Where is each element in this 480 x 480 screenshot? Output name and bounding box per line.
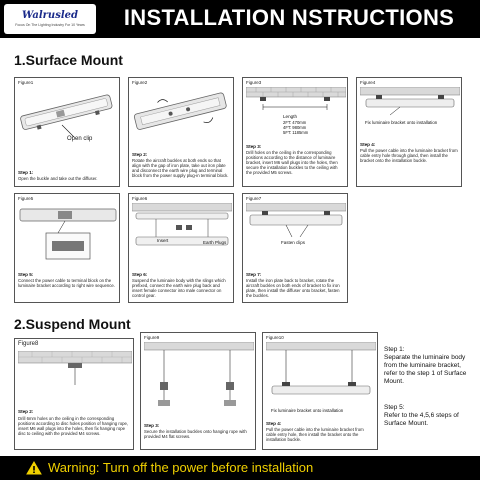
insert-callout: Insert xyxy=(157,238,169,243)
step-label: Step 1: xyxy=(18,170,34,175)
fasten-clips-illustration xyxy=(246,203,346,267)
step-label: Step 3: xyxy=(246,144,262,149)
warning-text: Warning: Turn off the power before installation xyxy=(48,460,314,475)
figure-label: Figure5 xyxy=(18,196,34,201)
step-label: Step 6: xyxy=(132,272,148,277)
step-label: Step 2: xyxy=(18,409,34,414)
warning-icon xyxy=(26,461,42,475)
open-clip-callout: Open clip xyxy=(67,136,93,142)
fasten-clips-callout: Fasten clips xyxy=(281,240,306,245)
step-label: Step 5: xyxy=(18,272,34,277)
step-text: Pull the power cable into the luminaire bracket from cable entry hole, then install the bracket onto the installation buckle. xyxy=(266,427,364,442)
figure-label: Figure6 xyxy=(132,196,148,201)
figure-10-panel xyxy=(262,332,378,450)
step-text: Rotate the aircraft buckles at both ends so that align with the gap of iron plate, take out iron plate and disconnect the earth wire plug and terminal block from the power supply plug-in terminal block. xyxy=(132,158,229,178)
length-5ft: 5FT: 1185mm xyxy=(283,130,309,135)
brand-logo xyxy=(4,4,96,34)
length-4ft: 4FT: 980mm xyxy=(283,125,307,130)
page-title: INSTALLATION NSTRUCTIONS xyxy=(123,5,455,30)
figure-4-panel xyxy=(356,77,462,187)
step-text: Secure the installation buckles onto hanging rope with provided M4 flat screws. xyxy=(144,429,247,439)
figure-label: Figure1 xyxy=(18,80,34,85)
figure-label: Figure8 xyxy=(18,341,39,347)
figure-6-panel xyxy=(128,193,234,303)
step-text: Install the iron plate back to bracket, rotate the aircraft buckles on both ends of bracket to fix iron plate, then install the diffuser onto bracket, fasten the buckles. xyxy=(246,278,340,298)
step-label: Step 4: xyxy=(360,142,376,147)
side-step-label: Step 1: xyxy=(384,346,405,353)
step-label: Step 2: xyxy=(132,152,148,157)
figure-label: Figure9 xyxy=(144,335,160,340)
figure-label: Figure7 xyxy=(246,196,262,201)
step-text: Connect the power cable to terminal block on the luminaire bracket according to right wire sequence. xyxy=(18,278,115,288)
figure-label: Figure3 xyxy=(246,80,262,85)
figure-3-panel xyxy=(242,77,348,187)
side-step-5 xyxy=(384,404,476,428)
step-label: Step 3: xyxy=(144,423,160,428)
figure-2-panel xyxy=(128,77,234,187)
side-step-1 xyxy=(384,346,476,386)
surface-mount-heading: 1.Surface Mount xyxy=(14,52,123,68)
logo-tagline: Focus On The Lighting Industry For 10 Years xyxy=(15,23,85,27)
side-step-text: Separate the luminaire body from the luminaire bracket, refer to the step 1 of Surface Mount. xyxy=(384,354,467,385)
logo-name: Walrusled xyxy=(22,10,78,21)
suspend-bracket-illustration xyxy=(266,342,376,406)
step-text: Drill 6mm holes on the ceiling in the corresponding positions according to disc holes position of hanging rope, insert M6 wall plugs into the holes, then fix hanging rope disc to ceiling with the provided M4 screws. xyxy=(18,416,129,436)
figure-label: Figure2 xyxy=(132,80,148,85)
step-text: Drill holes on the ceiling in the corresponding positions according to the distance of luminaire bracket, insert M6 wall plugs into the holes, then secure the installation buckles to the ceiling with the provided M5 screws. xyxy=(246,150,338,175)
figure-7-panel xyxy=(242,193,348,303)
suspend-mount-heading: 2.Suspend Mount xyxy=(14,316,131,332)
fix-bracket-callout: Fix luminaire bracket onto installation xyxy=(365,120,438,125)
step-label: Step 4: xyxy=(266,421,282,426)
figure-5-panel xyxy=(14,193,120,303)
fix-bracket-callout: Fix luminaire bracket onto installation xyxy=(271,408,344,413)
side-step-label: Step 5: xyxy=(384,404,405,411)
step-text: Suspend the luminaire body with the slings which prefixed, connect the earth wire plug back and insert female connector into male connector on control gear. xyxy=(132,278,226,298)
iron-plate-rotation-illustration xyxy=(132,87,232,149)
step-text: Pull the power cable into the luminaire bracket from cable entry hole through gland, then install the bracket onto the installation buckle. xyxy=(360,148,458,163)
length-callout-title: Length xyxy=(283,114,298,119)
figure-1-panel xyxy=(14,77,120,187)
figure-label: Figure4 xyxy=(360,80,376,85)
header-bar xyxy=(0,0,480,38)
earth-plugs-callout: Earth Plugs xyxy=(203,240,227,245)
side-step-text: Refer to the 4,5,6 steps of Surface Mount. xyxy=(384,412,459,427)
figure-label: Figure10 xyxy=(266,335,284,340)
figure-8-panel xyxy=(14,338,134,450)
length-2ft: 2FT: 470mm xyxy=(283,120,307,125)
warning-bar xyxy=(0,456,480,480)
suspend-body-illustration xyxy=(132,203,232,267)
terminal-block-illustration xyxy=(18,203,118,269)
installation-buckle-rope-illustration xyxy=(144,342,254,420)
step-text: Open the buckle and take out the diffuser. xyxy=(18,176,98,181)
hanging-rope-disc-illustration xyxy=(18,351,132,401)
step-label: Step 7: xyxy=(246,272,262,277)
figure-9-panel xyxy=(140,332,256,450)
